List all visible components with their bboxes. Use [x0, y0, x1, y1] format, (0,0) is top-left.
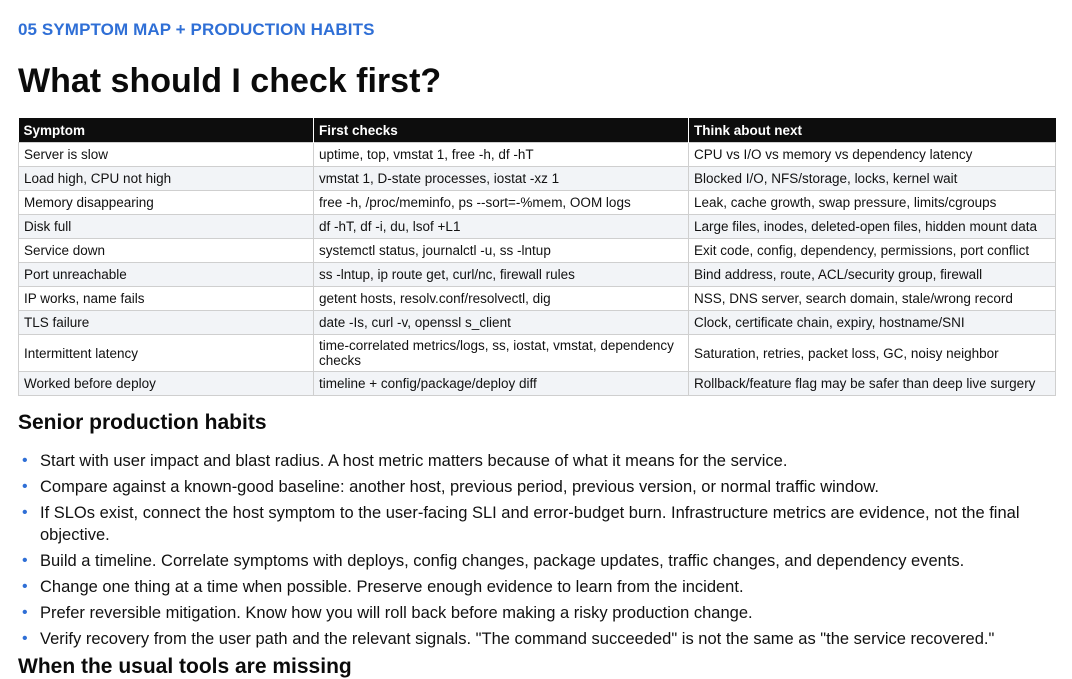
cell-symptom: Load high, CPU not high	[19, 167, 314, 191]
cell-symptom: Worked before deploy	[19, 372, 314, 396]
cell-symptom: IP works, name fails	[19, 287, 314, 311]
cell-symptom: Port unreachable	[19, 263, 314, 287]
cell-first-checks: date -Is, curl -v, openssl s_client	[314, 311, 689, 335]
bullet-icon: •	[22, 478, 28, 495]
list-item-text: Prefer reversible mitigation. Know how you will roll back before making a risky production change.	[40, 604, 753, 622]
table-row	[19, 191, 1056, 215]
cell-think-about-next: Exit code, config, dependency, permissions, port conflict	[689, 239, 1056, 263]
table-row	[19, 372, 1056, 396]
cell-first-checks: vmstat 1, D-state processes, iostat -xz 1	[314, 167, 689, 191]
table-row	[19, 215, 1056, 239]
habits-list	[18, 450, 1058, 654]
list-item-text: Verify recovery from the user path and the relevant signals. "The command succeeded" is not the same as "the service recovered."	[40, 630, 995, 648]
table-row	[19, 287, 1056, 311]
table-row	[19, 239, 1056, 263]
cell-think-about-next: CPU vs I/O vs memory vs dependency latency	[689, 143, 1056, 167]
list-item	[18, 576, 1058, 598]
list-item	[18, 476, 1058, 498]
cell-think-about-next: Blocked I/O, NFS/storage, locks, kernel wait	[689, 167, 1056, 191]
column-header-first-checks: First checks	[314, 118, 689, 143]
list-item	[18, 628, 1058, 650]
habits-heading: Senior production habits	[18, 411, 267, 434]
cell-think-about-next: Bind address, route, ACL/security group, firewall	[689, 263, 1056, 287]
bullet-icon: •	[22, 630, 28, 647]
column-header-symptom: Symptom	[19, 118, 314, 143]
cell-symptom: Disk full	[19, 215, 314, 239]
cell-first-checks: time-correlated metrics/logs, ss, iostat, vmstat, dependency checks	[314, 335, 689, 372]
cell-first-checks: systemctl status, journalctl -u, ss -lntup	[314, 239, 689, 263]
list-item-text: If SLOs exist, connect the host symptom to the user-facing SLI and error-budget burn. Infrastructure metrics are evidence, not the final objective.	[40, 504, 1020, 544]
cell-first-checks: df -hT, df -i, du, lsof +L1	[314, 215, 689, 239]
list-item	[18, 502, 1058, 546]
list-item-text: Compare against a known-good baseline: another host, previous period, previous version, or normal traffic window.	[40, 478, 879, 496]
bullet-icon: •	[22, 578, 28, 595]
page-title: What should I check first?	[18, 62, 442, 100]
cell-symptom: Server is slow	[19, 143, 314, 167]
column-header-think-about-next: Think about next	[689, 118, 1056, 143]
cell-symptom: Memory disappearing	[19, 191, 314, 215]
bullet-icon: •	[22, 604, 28, 621]
bullet-icon: •	[22, 452, 28, 469]
table-row	[19, 335, 1056, 372]
symptom-table-body	[19, 143, 1056, 396]
cell-think-about-next: Large files, inodes, deleted-open files, hidden mount data	[689, 215, 1056, 239]
bullet-icon: •	[22, 552, 28, 569]
list-item	[18, 602, 1058, 624]
list-item-text: Build a timeline. Correlate symptoms with deploys, config changes, package updates, traffic changes, and dependency events.	[40, 552, 965, 570]
table-row	[19, 143, 1056, 167]
cell-first-checks: uptime, top, vmstat 1, free -h, df -hT	[314, 143, 689, 167]
cell-first-checks: getent hosts, resolv.conf/resolvectl, dig	[314, 287, 689, 311]
cell-think-about-next: Clock, certificate chain, expiry, hostname/SNI	[689, 311, 1056, 335]
cell-think-about-next: Leak, cache growth, swap pressure, limits/cgroups	[689, 191, 1056, 215]
cell-first-checks: ss -lntup, ip route get, curl/nc, firewall rules	[314, 263, 689, 287]
list-item	[18, 450, 1058, 472]
cell-symptom: TLS failure	[19, 311, 314, 335]
cell-think-about-next: Saturation, retries, packet loss, GC, noisy neighbor	[689, 335, 1056, 372]
table-row	[19, 263, 1056, 287]
section-kicker: 05 SYMPTOM MAP + PRODUCTION HABITS	[18, 20, 375, 39]
bullet-icon: •	[22, 504, 28, 521]
cell-symptom: Intermittent latency	[19, 335, 314, 372]
cell-first-checks: free -h, /proc/meminfo, ps --sort=-%mem, OOM logs	[314, 191, 689, 215]
list-item-text: Start with user impact and blast radius. A host metric matters because of what it means for the service.	[40, 452, 788, 470]
next-section-heading: When the usual tools are missing	[18, 655, 352, 678]
table-row	[19, 167, 1056, 191]
symptom-table	[18, 118, 1056, 396]
cell-think-about-next: Rollback/feature flag may be safer than deep live surgery	[689, 372, 1056, 396]
table-row	[19, 311, 1056, 335]
cell-first-checks: timeline + config/package/deploy diff	[314, 372, 689, 396]
list-item	[18, 550, 1058, 572]
cell-symptom: Service down	[19, 239, 314, 263]
list-item-text: Change one thing at a time when possible. Preserve enough evidence to learn from the incident.	[40, 578, 744, 596]
cell-think-about-next: NSS, DNS server, search domain, stale/wrong record	[689, 287, 1056, 311]
symptom-table-header	[19, 118, 1056, 143]
